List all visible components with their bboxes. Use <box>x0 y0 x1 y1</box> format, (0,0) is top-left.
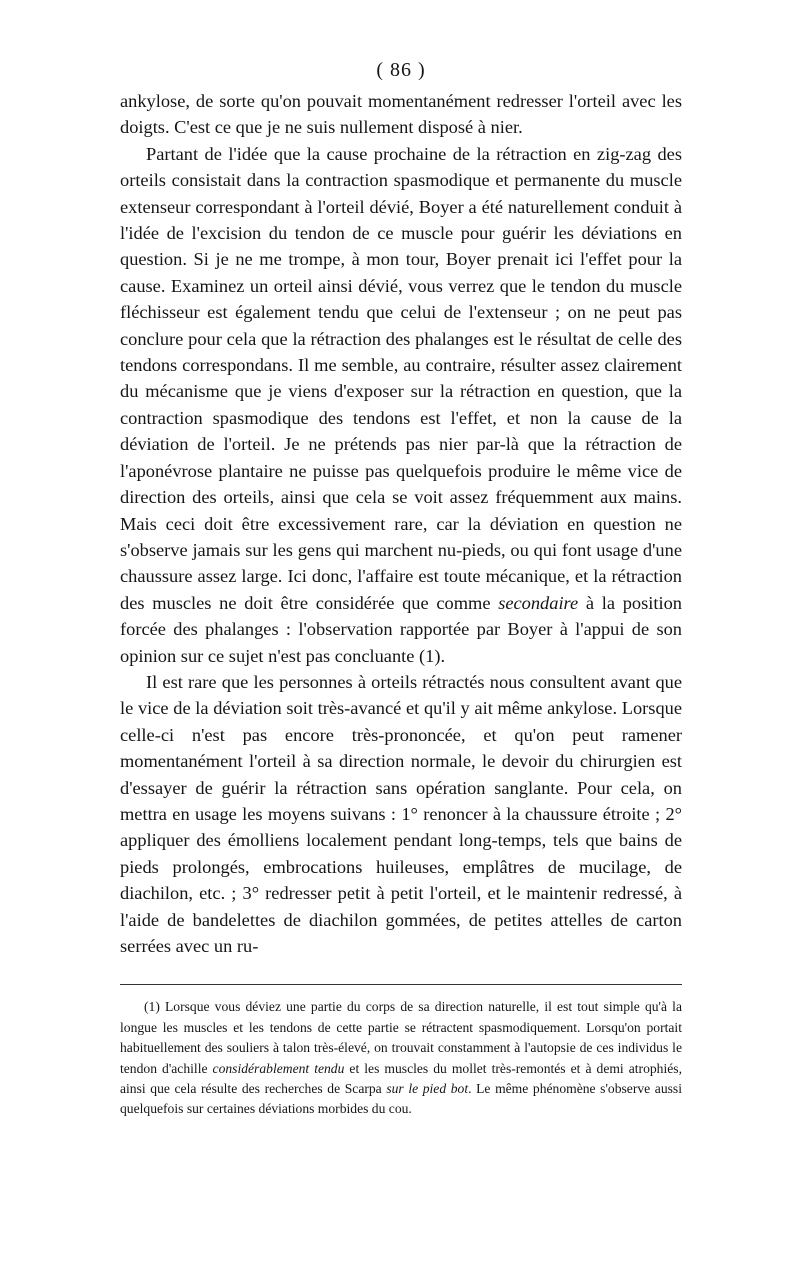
paragraph-boyer-argument <box>120 141 682 669</box>
footnote-part: (1) Lorsque vous déviez une partie du corps de sa direction naturelle, il est tout simple qu'à la longue les muscles et les tendons de cette partie se rétractent spasmodiquement. Lorsqu'on portait habituellement des souliers à talon très-élevé, on trouvait constamment à l'autopsie de ces individus le tendon d'achille <box>120 999 682 1076</box>
paragraph-text: Partant de l'idée que la cause prochaine de la rétraction en zig-zag des orteils consistait dans la contraction spasmodique et permanente du muscle extenseur correspondant à l'orteil dévié, Boyer a été naturellement conduit à l'idée de l'excision du tendon de ce muscle pour guérir les déviations en question. Si je ne me trompe, à mon tour, Boyer prenait ici l'effet pour la cause. Examinez un orteil ainsi dévié, vous verrez que le tendon du muscle fléchisseur est également tendu que celui de l'extenseur ; on ne peut pas conclure pour cela que la rétraction des phalanges est le résultat de celle des tendons correspondans. Il me semble, au contraire, résulter assez clairement du mécanisme que je viens d'exposer sur la rétraction en question, que la contraction spasmodique des tendons est l'effet, et non la cause de la déviation de l'orteil. Je ne prétends pas nier par-là que la rétraction de l'aponévrose plantaire ne puisse pas quelquefois produire le même vice de direction des orteils, ainsi que cela se voit assez fréquemment aux mains. Mais ceci doit être excessivement rare, car la déviation en question ne s'observe jamais sur les gens qui marchent nu-pieds, ou qui font usage d'une chaussure assez large. Ici donc, l'affaire est toute mécanique, et la rétraction des muscles ne doit être considérée que comme <box>120 143 682 613</box>
footnote-divider <box>120 984 682 985</box>
paragraph-text: à la position forcée des phalanges : l'observation rapportée par Boyer à l'appui de son opinion sur ce sujet n'est pas concluante (1). <box>120 592 682 666</box>
footnote <box>120 997 682 1119</box>
body-text <box>120 88 682 959</box>
emphasis-secondaire: secondaire <box>498 592 579 613</box>
footnote-italic: considérablement tendu <box>212 1060 345 1076</box>
paragraph-treatment: Il est rare que les personnes à orteils rétractés nous consultent avant que le vice de la déviation soit très-avancé et qu'il y ait même ankylose. Lorsque celle-ci n'est pas encore très-prononcée, et qu'on peut ramener momentanément l'orteil à sa direction normale, le devoir du chirurgien est d'essayer de guérir la rétraction sans opération sanglante. Pour cela, on mettra en usage les moyens suivans : 1° renoncer à la chaussure étroite ; 2° appliquer des émolliens localement pendant long-temps, tels que bains de pieds prolongés, embrocations huileuses, emplâtres de mucilage, de diachilon, etc. ; 3° redresser petit à petit l'orteil, et le maintenir redressé, à l'aide de bandelettes de diachilon gommées, de petites attelles de carton serrées avec un ru- <box>120 671 682 956</box>
footnote-italic: sur le pied bot <box>386 1081 469 1097</box>
footnote-part: . Le même phénomène s'observe aussi quelquefois sur certaines déviations morbides du cou. <box>120 1081 682 1117</box>
paragraph-continuation: ankylose, de sorte qu'on pouvait momentanément redresser l'orteil avec les doigts. C'est ce que je ne suis nullement disposé à nier. <box>120 91 682 138</box>
footnote-text <box>120 997 682 1119</box>
page-number: ( 86 ) <box>376 59 426 81</box>
book-page <box>120 58 682 1120</box>
footnote-part: et les muscles du mollet très-remontés et à demi atrophiés, ainsi que cela résulte des recherches de Scarpa <box>120 1060 682 1097</box>
